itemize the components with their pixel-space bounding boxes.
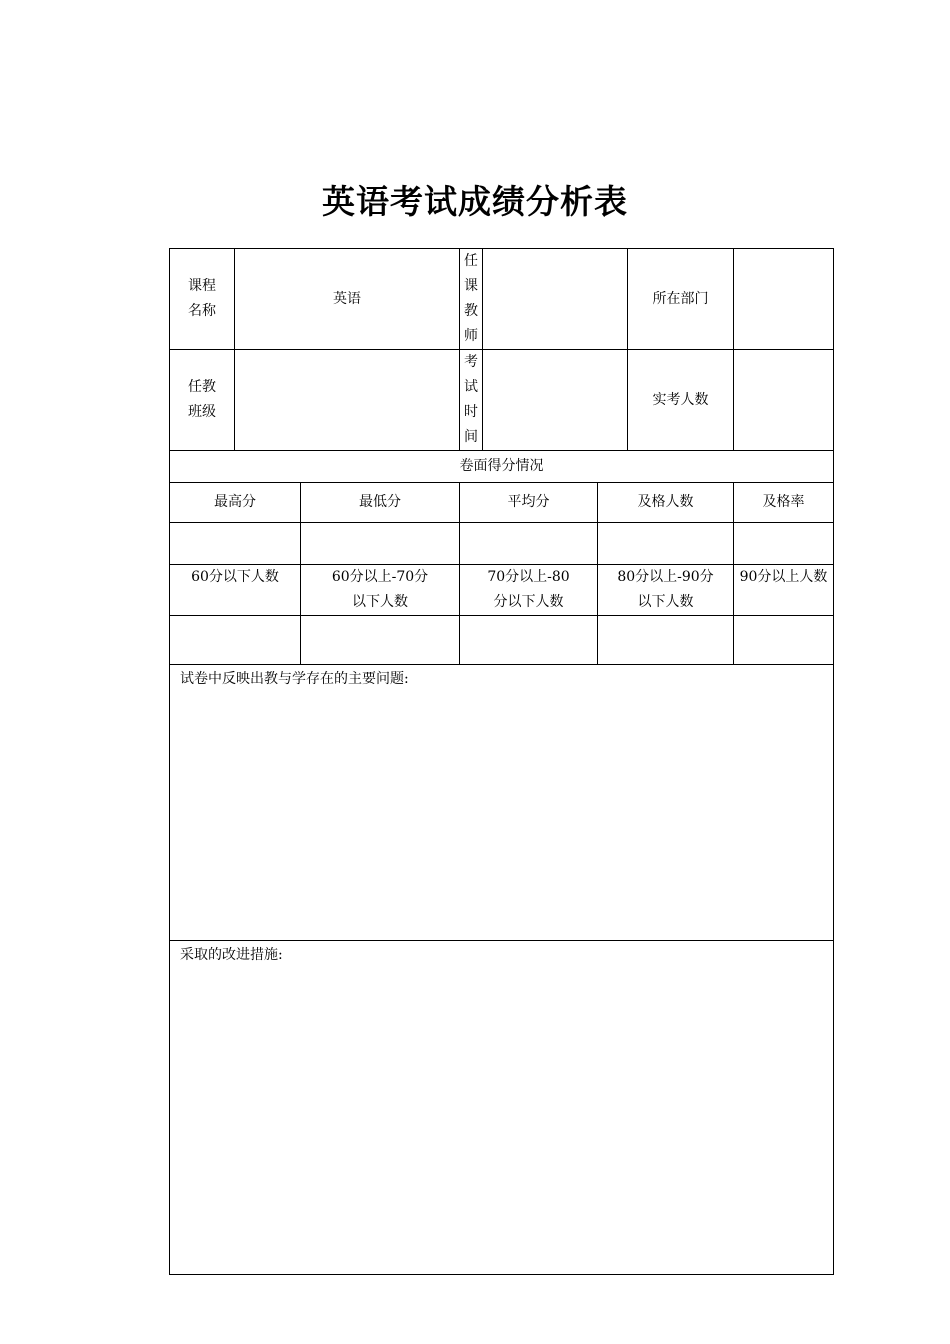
info-row-course — [170, 249, 834, 350]
range-below-60-value[interactable] — [170, 616, 301, 665]
problems-row — [170, 665, 834, 941]
course-name-label: 课程 名称 — [170, 249, 235, 350]
range-60-70-value[interactable] — [301, 616, 460, 665]
actual-count-value[interactable] — [734, 350, 834, 451]
measures-label: 采取的改进措施: — [180, 947, 283, 963]
lowest-score-header: 最低分 — [301, 483, 460, 523]
pass-rate-value[interactable] — [734, 523, 834, 565]
class-value[interactable] — [235, 350, 460, 451]
measures-cell[interactable] — [170, 941, 834, 1275]
measures-row — [170, 941, 834, 1275]
pass-count-value[interactable] — [598, 523, 734, 565]
course-name-value[interactable]: 英语 — [235, 249, 460, 350]
info-row-class — [170, 350, 834, 451]
department-label: 所在部门 — [628, 249, 734, 350]
range-80-90-header: 80分以上-90分 以下人数 — [598, 565, 734, 616]
problems-cell[interactable] — [170, 665, 834, 941]
range-70-80-value[interactable] — [460, 616, 598, 665]
average-score-header: 平均分 — [460, 483, 598, 523]
teacher-value[interactable] — [483, 249, 628, 350]
range-80-90-value[interactable] — [598, 616, 734, 665]
highest-score-value[interactable] — [170, 523, 301, 565]
score-section-title: 卷面得分情况 — [170, 451, 834, 483]
teacher-label: 任课 教师 — [460, 249, 483, 350]
lowest-score-value[interactable] — [301, 523, 460, 565]
page-title: 英语考试成绩分析表 — [322, 182, 628, 221]
highest-score-header: 最高分 — [170, 483, 301, 523]
pass-count-header: 及格人数 — [598, 483, 734, 523]
range-60-70-header: 60分以上-70分 以下人数 — [301, 565, 460, 616]
range-above-90-header: 90分以上人数 — [734, 565, 834, 616]
range-below-60-header: 60分以下人数 — [170, 565, 301, 616]
range-70-80-header: 70分以上-80 分以下人数 — [460, 565, 598, 616]
problems-label: 试卷中反映出教与学存在的主要问题: — [180, 671, 409, 687]
score-section-row — [170, 451, 834, 483]
exam-time-label: 考试 时间 — [460, 350, 483, 451]
class-label: 任教 班级 — [170, 350, 235, 451]
range-value-row — [170, 616, 834, 665]
average-score-value[interactable] — [460, 523, 598, 565]
score-analysis-table — [169, 248, 834, 1275]
department-value[interactable] — [734, 249, 834, 350]
pass-rate-header: 及格率 — [734, 483, 834, 523]
exam-time-value[interactable] — [483, 350, 628, 451]
score-header-row — [170, 483, 834, 523]
range-header-row — [170, 565, 834, 616]
actual-count-label: 实考人数 — [628, 350, 734, 451]
range-above-90-value[interactable] — [734, 616, 834, 665]
score-value-row — [170, 523, 834, 565]
